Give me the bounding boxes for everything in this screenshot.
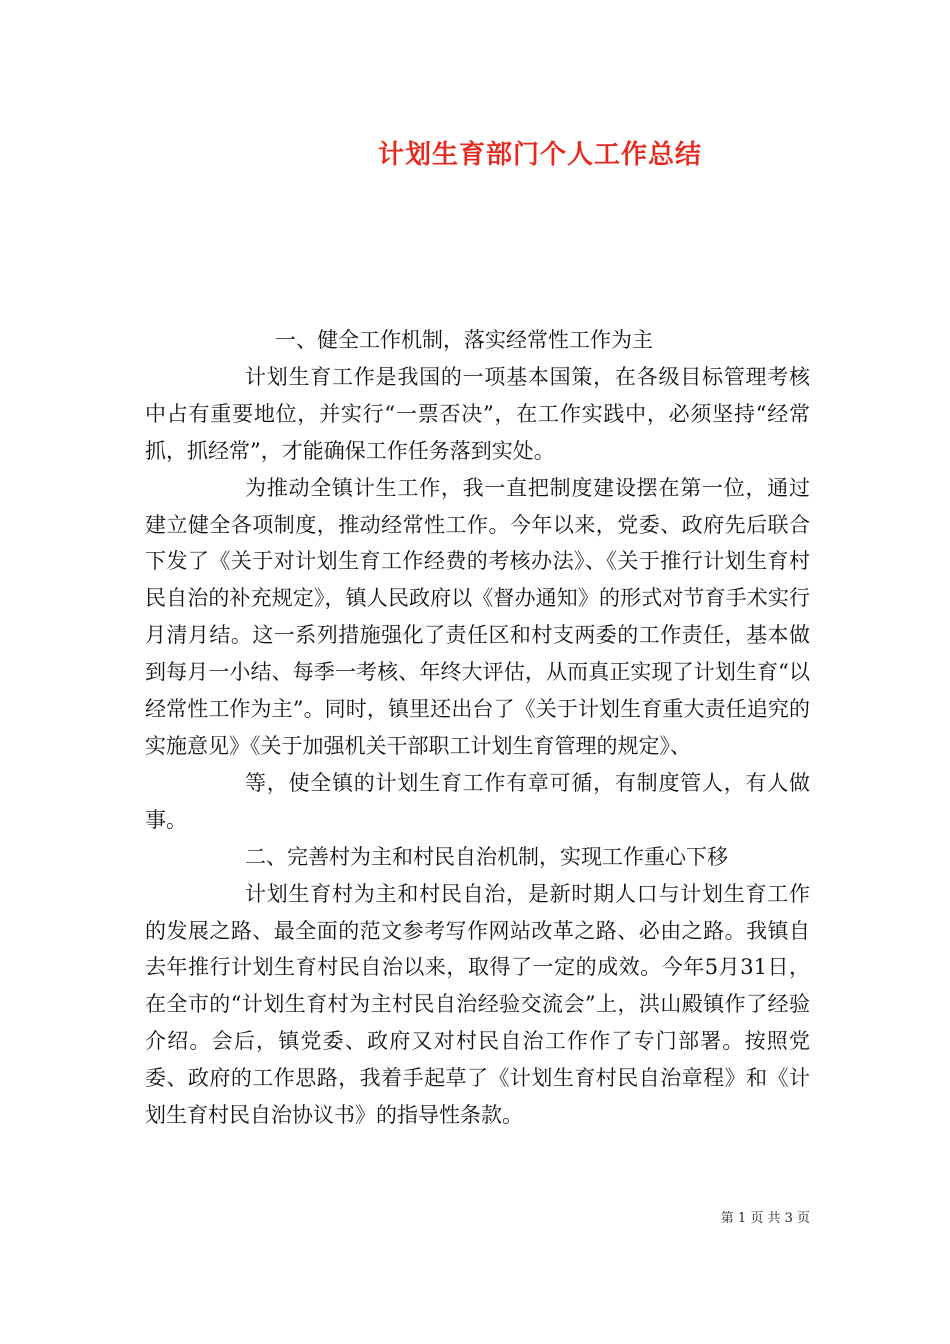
document-title: 计划生育部门个人工作总结 bbox=[377, 140, 702, 170]
section-heading-1: 一、健全工作机制，落实经常性工作为主 bbox=[275, 328, 653, 352]
section-heading-2: 二、完善村为主和村民自治机制，实现工作重心下移 bbox=[245, 844, 728, 869]
paragraph-2: 为推动全镇计生工作，我一直把制度建设摆在第一位，通过建立健全各项制度，推动经常性工作。今年以来，党委、政府先后联合下发了《关于对计划生育工作经费的考核办法》、《关于推行计划生育村民自治的补充规定》，镇人民政府以《督办通知》的形式对节育手术实行月清月结。这一系列措施强化了责任区和村支两委的工作责任，基本做到每月一小结、每季一考核、年终大评估，从而真正实现了计划生育“以经常性工作为主”。同时，镇里还出台了《关于计划生育重大责任追究的实施意见》《关于加强机关干部职工计划生育管理的规定》、 bbox=[145, 475, 810, 758]
page-footer: 第 1 页 共 3 页 bbox=[720, 1211, 810, 1226]
document-body bbox=[145, 322, 810, 1134]
paragraph-1: 计划生育工作是我国的一项基本国策，在各级目标管理考核中占有重要地位，并实行“一票否决”，在工作实践中，必须坚持“经常抓，抓经常”，才能确保工作任务落到实处。 bbox=[145, 364, 810, 463]
paragraph-4: 计划生育村为主和村民自治，是新时期人口与计划生育工作的发展之路、最全面的范文参考写作网站改革之路、必由之路。我镇自去年推行计划生育村民自治以来，取得了一定的成效。今年5月31日，在全市的“计划生育村为主村民自治经验交流会”上，洪山殿镇作了经验介绍。会后，镇党委、政府又对村民自治工作作了专门部署。按照党委、政府的工作思路，我着手起草了《计划生育村民自治章程》和《计划生育村民自治协议书》的指导性条款。 bbox=[145, 881, 810, 1128]
paragraph-3: 等，使全镇的计划生育工作有章可循，有制度管人，有人做事。 bbox=[145, 770, 810, 832]
